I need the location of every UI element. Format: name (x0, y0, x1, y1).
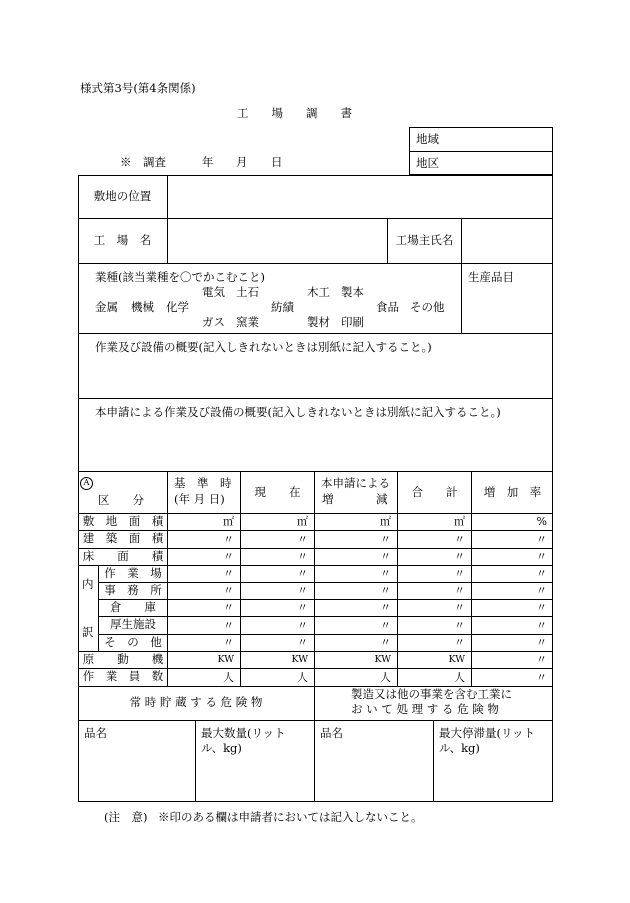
industry-kagaku[interactable]: 化学 (166, 300, 189, 314)
table-cell[interactable]: 〃 (223, 532, 234, 546)
increase-header-inc: 増 (322, 492, 334, 506)
row-label: 作 業 場 (104, 565, 162, 580)
table-cell[interactable]: 〃 (297, 567, 308, 580)
overview-current-label: 作業及び設備の概要(記入しきれないときは別紙に記入すること。) (95, 340, 432, 354)
breakdown-label-wake: 訳 (82, 625, 94, 639)
table-cell[interactable]: 〃 (380, 601, 391, 614)
survey-day: 日 (271, 155, 283, 169)
industry-kinzoku[interactable]: 金属 (95, 300, 118, 314)
table-cell[interactable]: 〃 (223, 584, 234, 597)
industry-gas[interactable]: ガス (202, 315, 225, 329)
table-cell[interactable]: 〃 (454, 601, 465, 614)
increase-header-dec: 減 (376, 492, 388, 506)
factory-name-label: 工 場 名 (93, 232, 152, 247)
site-location-label: 敷地の位置 (93, 188, 152, 203)
industry-label: 業種(該当業種を〇でかこむこと) (95, 270, 265, 284)
area-label: 地域 (416, 132, 439, 146)
overview-application-label: 本申請による作業及び設備の概要(記入しきれないときは別紙に記入すること。) (95, 405, 501, 419)
stored-max-qty-label: 最大数量(リット (201, 726, 286, 740)
rate-header: 増 加 率 (483, 484, 542, 499)
row-label: 作 業 員 数 (82, 669, 164, 684)
row-label: 原 動 機 (82, 651, 164, 666)
table-cell[interactable]: 〃 (536, 670, 547, 684)
table-cell[interactable]: 〃 (380, 567, 391, 580)
table-cell[interactable]: KW (448, 653, 465, 665)
table-cell[interactable]: ㎡ (380, 515, 391, 528)
industry-mokko[interactable]: 木工 (307, 285, 330, 299)
total-header: 合 計 (411, 484, 458, 499)
industry-sonota[interactable]: その他 (410, 300, 445, 314)
row-label: 厚生施設 (110, 617, 156, 632)
factory-owner-label: 工場主氏名 (395, 232, 454, 247)
industry-seihon[interactable]: 製本 (341, 285, 364, 299)
table-cell[interactable]: 〃 (536, 601, 547, 614)
industry-boseki[interactable]: 紡績 (271, 300, 294, 314)
industry-doseki[interactable]: 土石 (236, 285, 259, 299)
processed-max-qty-unit: ル、kg) (439, 741, 480, 755)
stored-item-name-label: 品名 (84, 726, 107, 740)
table-cell[interactable]: 〃 (536, 653, 547, 666)
row-label: そ の 他 (104, 634, 162, 649)
stored-hazard-title: 常 時 貯 蔵 す る 危 険 物 (129, 695, 263, 710)
processed-hazard-title-2: お い て 処 理 す る 危 険 物 (351, 702, 499, 716)
industry-yogyo[interactable]: 窯業 (236, 315, 259, 329)
table-cell[interactable]: 〃 (223, 550, 234, 563)
table-cell[interactable]: 〃 (454, 636, 465, 649)
table-cell[interactable]: 〃 (297, 584, 308, 597)
category-header: 区 分 (98, 493, 144, 507)
overview-current-field[interactable] (79, 356, 552, 397)
table-cell[interactable]: 〃 (223, 567, 234, 580)
table-cell[interactable]: 〃 (223, 618, 234, 632)
table-cell[interactable]: 〃 (380, 584, 391, 597)
table-cell[interactable]: 〃 (297, 532, 308, 546)
increase-header: 本申請による (321, 476, 390, 490)
table-cell[interactable]: 〃 (223, 601, 234, 614)
page-title: 工 場 調 書 (237, 106, 352, 120)
table-cell[interactable]: 人 (297, 670, 308, 684)
form-number: 様式第3号(第4条関係) (80, 81, 196, 95)
table-cell[interactable]: 〃 (536, 550, 547, 563)
table-cell[interactable]: % (536, 515, 547, 528)
industry-kikai[interactable]: 機械 (131, 300, 154, 314)
factory-owner-field[interactable] (462, 219, 552, 262)
breakdown-label-uchi: 内 (82, 577, 94, 591)
table-cell[interactable]: 〃 (536, 584, 547, 597)
table-cell[interactable]: 人 (223, 670, 234, 684)
note-label: (注 意) (104, 810, 148, 824)
table-cell[interactable]: KW (291, 653, 308, 665)
stored-max-qty-unit: ル、kg) (201, 741, 242, 755)
note-text: ※印のある欄は申請者においては記入しないこと。 (158, 810, 423, 824)
table-cell[interactable]: 人 (454, 670, 465, 684)
table-cell[interactable]: 〃 (223, 636, 234, 649)
site-location-field[interactable] (168, 176, 552, 218)
products-label: 生産品目 (468, 270, 514, 284)
industry-shokuhin[interactable]: 食品 (376, 300, 399, 314)
table-cell[interactable]: 〃 (380, 636, 391, 649)
current-header: 現 在 (254, 484, 301, 499)
row-label: 建 築 面 積 (82, 531, 164, 546)
table-cell[interactable]: 〃 (454, 567, 465, 580)
table-cell[interactable]: 〃 (380, 618, 391, 632)
district-label: 地区 (416, 156, 439, 170)
table-cell[interactable]: 〃 (536, 567, 547, 580)
table-cell[interactable]: KW (374, 653, 391, 665)
factory-name-field[interactable] (168, 219, 386, 262)
table-cell[interactable]: 人 (380, 670, 391, 684)
table-cell[interactable]: 〃 (536, 618, 547, 632)
table-cell[interactable]: 〃 (297, 550, 308, 563)
row-label: 床 面 積 (82, 548, 164, 563)
circle-a-mark: A (80, 476, 93, 490)
row-label: 事 務 所 (104, 582, 162, 597)
processed-hazard-title-1: 製造又は他の事業を含む工業に (351, 687, 512, 701)
table-cell[interactable]: 〃 (536, 532, 547, 546)
table-cell[interactable]: ㎡ (297, 515, 308, 528)
table-cell[interactable]: 〃 (454, 584, 465, 597)
table-cell[interactable]: 〃 (536, 636, 547, 649)
industry-insatsu[interactable]: 印刷 (341, 315, 364, 329)
overview-application-field[interactable] (79, 421, 552, 470)
table-cell[interactable]: ㎡ (454, 515, 465, 528)
table-cell[interactable]: 〃 (454, 618, 465, 632)
survey-month: 月 (236, 155, 248, 169)
table-cell[interactable]: 〃 (297, 601, 308, 614)
table-cell[interactable]: 〃 (297, 618, 308, 632)
survey-year: 年 (202, 155, 214, 169)
row-label: 敷 地 面 積 (82, 513, 164, 528)
table-cell[interactable]: 〃 (380, 532, 391, 546)
table-cell[interactable]: 〃 (454, 550, 465, 563)
base-time-subheader: (年 月 日) (174, 492, 225, 506)
processed-max-qty-label: 最大停滞量(リット (439, 726, 536, 740)
base-time-header: 基 準 時 (174, 476, 232, 490)
survey-mark: ※ 調査 (120, 155, 166, 169)
table-cell[interactable]: ㎡ (223, 515, 234, 528)
industry-seizai[interactable]: 製材 (307, 315, 330, 329)
table-cell[interactable]: 〃 (454, 532, 465, 546)
row-label: 倉 庫 (110, 599, 156, 614)
table-cell[interactable]: 〃 (380, 550, 391, 563)
industry-denki[interactable]: 電気 (202, 285, 225, 299)
processed-item-name-label: 品名 (320, 726, 343, 740)
table-cell[interactable]: 〃 (297, 636, 308, 649)
table-cell[interactable]: KW (217, 653, 234, 665)
